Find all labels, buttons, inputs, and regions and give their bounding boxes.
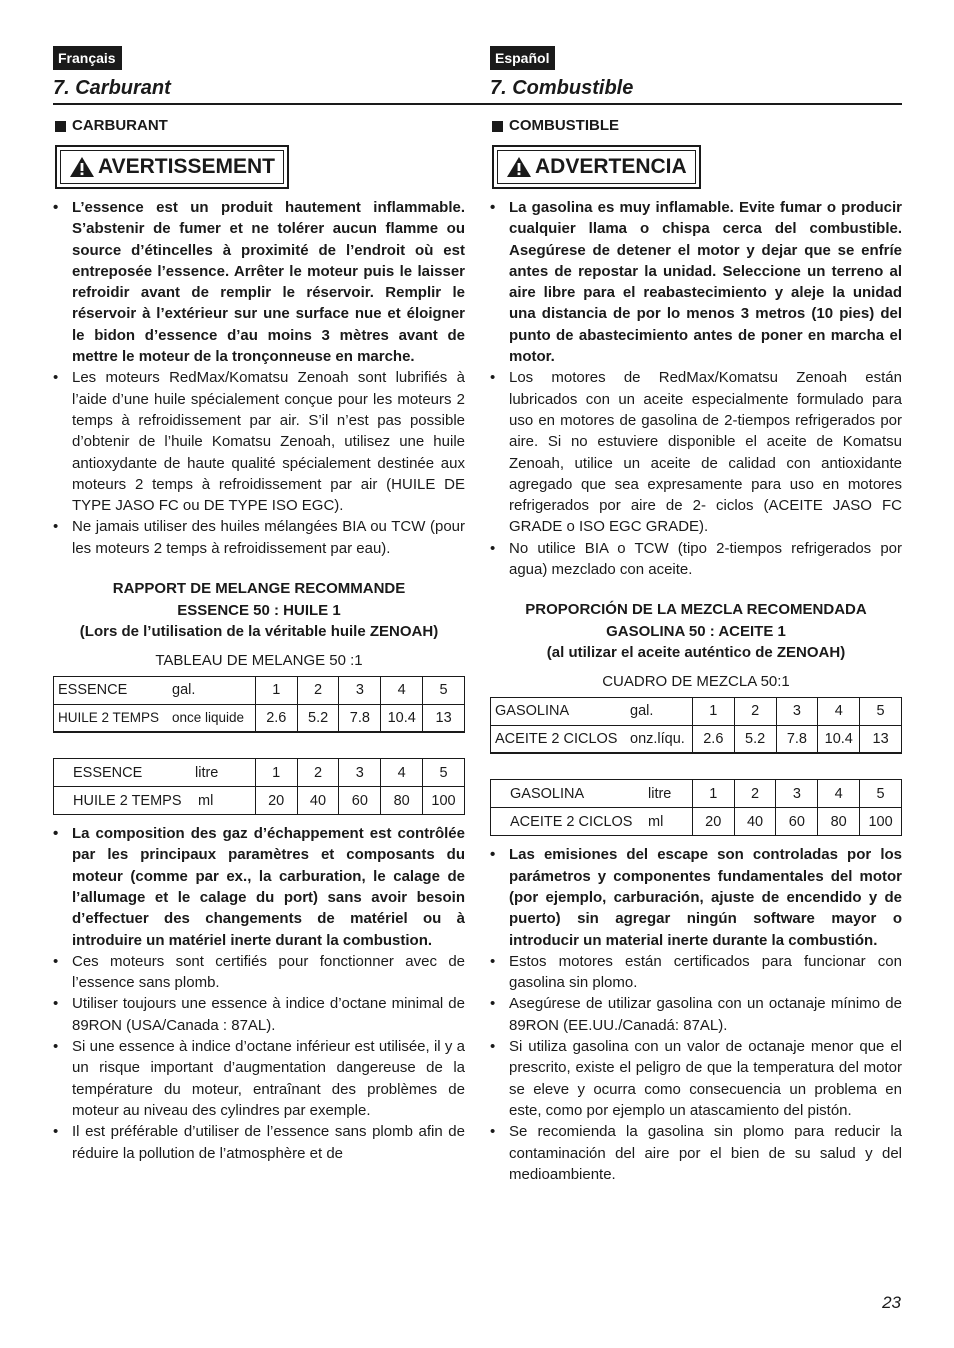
list-item: • Ne jamais utiliser des huiles mélangées BIA ou TCW (pour les moteurs 2 temps à refroidissement par eau). <box>53 516 465 559</box>
mix-heading-line: RAPPORT DE MELANGE RECOMMANDE <box>112 580 406 598</box>
list-item: • Si une essence à indice d’octane inférieur est utilisée, il y a un risque important d’augmentation dangereuse de la température du moteur, entraînant des problèmes de moteur au niveau des cylindres par exemple. <box>53 1036 465 1121</box>
row-unit: ml <box>198 792 214 809</box>
list-item: • La gasolina es muy inflamable. Evite fumar o producir cualquier llama o chispa cerca del combustible. Asegúrese de detener el motor y dejar que se enfríe antes de repostar la unidad. Seleccione un terreno al aire libre para el reabastecimiento y aleje la unidad una distancia de por lo menos 3 metros (10 pies) del punto de abastecimiento antes de poner en marcha el motor. <box>490 197 902 367</box>
table-caption-spanish: CUADRO DE MEZCLA 50:1 <box>602 672 790 690</box>
warning-box-french <box>55 145 289 189</box>
list-item: • Utiliser toujours une essence à indice d’octane minimal de 89RON (USA/Canada : 87AL). <box>53 993 465 1036</box>
warning-list-spanish <box>490 197 902 580</box>
row-unit: litre <box>195 764 219 781</box>
table-row <box>54 787 465 815</box>
table-cell: 5.2 <box>297 704 339 732</box>
list-item: • Il est préférable d’utiliser de l’essence sans plomb afin de réduire la pollution de l’atmosphère et de <box>53 1121 465 1164</box>
emission-list-spanish <box>490 844 902 1185</box>
table-cell: 60 <box>339 787 381 815</box>
table-cell: 4 <box>381 759 423 787</box>
section-title-spanish: 7. Combustible <box>490 77 634 99</box>
table-cell: 2 <box>297 759 339 787</box>
table-cell: 2.6 <box>692 725 734 753</box>
table-cell: 4 <box>818 697 860 725</box>
table-cell: 40 <box>734 808 776 836</box>
table-row <box>491 725 902 753</box>
list-item: • Asegúrese de utilizar gasolina con un octanaje mínimo de 89RON (EE.UU./Canadá: 87AL). <box>490 993 902 1036</box>
table-cell: 5 <box>860 697 902 725</box>
table-cell: 2 <box>734 697 776 725</box>
list-item: • Los motores de RedMax/Komatsu Zenoah están lubricados con un aceite especialmente formulado para uso en motores de gasolina de 2-tiempos refrigerados por aire. Si no estuviere disponible el aceite de Komatsu Zenoah, utilice un aceite de calidad con antioxidante agregado que sea expresamente para uso en motores refrigerados por aire de 2- ciclos (ACEITE JASO FC GRADE o ISO EGC GRADE). <box>490 367 902 537</box>
subheading-text: COMBUSTIBLE <box>509 117 619 134</box>
table-cell: 100 <box>423 787 465 815</box>
warning-triangle-icon <box>69 156 95 178</box>
list-item: • Ces moteurs sont certifiés pour fonctionner avec de l’essence sans plomb. <box>53 951 465 994</box>
subheading-text: CARBURANT <box>72 117 168 134</box>
mix-heading-line: (al utilizar el aceite auténtico de ZENOAH) <box>546 644 846 662</box>
table-cell: 7.8 <box>776 725 818 753</box>
row-label: ESSENCE <box>58 682 128 699</box>
table-cell: 4 <box>818 780 860 808</box>
row-unit: once liquide <box>172 710 245 726</box>
list-item: • No utilice BIA o TCW (tipo 2-tiempos refrigerados por agua) mezclado con aceite. <box>490 538 902 581</box>
list-item: • Las emisiones del escape son controladas por los parámetros y componentes fundamentales del motor (por ejemplo, carburación, ajuste de encendido y de puerto) sin agregar ningún software mayor o introducir un material inerte durante la combustión. <box>490 844 902 950</box>
language-tab-spanish: Español <box>490 46 555 70</box>
spanish-column <box>490 46 902 1185</box>
table-row <box>54 676 465 704</box>
row-label: ACEITE 2 CICLOS <box>495 731 618 748</box>
table-cell: 80 <box>818 808 860 836</box>
table-cell: 3 <box>776 697 818 725</box>
mix-heading-line: GASOLINA 50 : ACEITE 1 <box>606 622 786 640</box>
table-cell: 20 <box>692 808 734 836</box>
section-title-french: 7. Carburant <box>53 77 171 99</box>
row-label: GASOLINA <box>510 785 585 802</box>
table-cell: 60 <box>776 808 818 836</box>
table-row <box>491 697 902 725</box>
table-cell: 5 <box>423 759 465 787</box>
table-cell: 5 <box>860 780 902 808</box>
list-item: • Se recomienda la gasolina sin plomo para reducir la contaminación del aire por el bien de su salud y del medioambiente. <box>490 1121 902 1185</box>
table-cell: 3 <box>776 780 818 808</box>
mix-table-us-french <box>53 676 465 734</box>
mix-table-metric-spanish <box>490 779 902 836</box>
list-item: • Estos motores están certificados para funcionar con gasolina sin plomo. <box>490 951 902 994</box>
row-label: ACEITE 2 CICLOS <box>510 813 633 830</box>
table-cell: 1 <box>692 697 734 725</box>
list-item: • L’essence est un produit hautement inflammable. S’abstenir de fumer et ne tolérer aucun flamme ou source d’étincelles à proximité de l’endroit où est entreposée l’essence. Arrêter le moteur puis le laisser refroidir avant de remplir le réservoir. Remplir le réservoir à l’extérieur sur une surface nue et éloigner le bidon d’essence d’au moins 3 mètres avant de mettre le moteur de la tronçonneuse en marche. <box>53 197 465 367</box>
table-cell: 2 <box>734 780 776 808</box>
table-cell: 3 <box>339 759 381 787</box>
table-caption-french: TABLEAU DE MELANGE 50 :1 <box>155 651 363 669</box>
row-unit: ml <box>648 813 664 830</box>
table-cell: 2 <box>297 676 339 704</box>
row-label: HUILE 2 TEMPS <box>73 792 182 809</box>
table-cell: 2.6 <box>255 704 297 732</box>
table-cell: 5 <box>423 676 465 704</box>
row-unit: litre <box>648 785 672 802</box>
mix-heading-line: ESSENCE 50 : HUILE 1 <box>177 601 341 619</box>
table-row <box>491 780 902 808</box>
table-row <box>491 808 902 836</box>
table-cell: 7.8 <box>339 704 381 732</box>
row-unit: gal. <box>172 682 196 699</box>
row-unit: gal. <box>630 703 654 720</box>
warning-box-spanish <box>492 145 701 189</box>
row-label: ESSENCE <box>73 764 143 781</box>
row-label: HUILE 2 TEMPS <box>58 710 160 726</box>
table-cell: 4 <box>381 676 423 704</box>
table-cell: 13 <box>860 725 902 753</box>
french-column <box>53 46 465 1164</box>
table-cell: 10.4 <box>381 704 423 732</box>
list-item: • La composition des gaz d’échappement est contrôlée par les principaux paramètres et composants du moteur (comme par ex., la carburation, le calage de l’allumage et le calage du port) sans avoir besoin d’effectuer des changements de matériel ou à introduire un matériel inerte durant la combustion. <box>53 823 465 951</box>
row-label: GASOLINA <box>495 703 570 720</box>
list-item: • Les moteurs RedMax/Komatsu Zenoah sont lubrifiés à l’aide d’une huile spécialement conçue pour les moteurs 2 temps à refroidissement par air. S’il n’est pas possible d’obtenir de l’huile Komatsu Zenoah, utilisez une huile antioxydante de haute qualité spécialement destinée aux moteurs 2 temps à refroidissement par air (HUILE DE TYPE JASO FC ou DE TYPE ISO EGC). <box>53 367 465 516</box>
list-item: • Si utiliza gasolina con un valor de octanaje menor que el prescrito, existe el peligro de que la temperatura del motor se eleve y ocurra como consecuencia un problema en este, como por ejemplo un atascamiento del pistón. <box>490 1036 902 1121</box>
table-cell: 20 <box>255 787 297 815</box>
mix-table-metric-french <box>53 758 465 815</box>
subheading-french <box>53 117 465 135</box>
mix-ratio-heading-spanish <box>490 599 902 664</box>
square-bullet-icon <box>55 121 66 132</box>
mix-ratio-heading-french <box>53 578 465 643</box>
mix-heading-line: (Lors de l’utilisation de la véritable huile ZENOAH) <box>79 623 439 641</box>
language-tab-french: Français <box>53 46 122 70</box>
table-cell: 13 <box>423 704 465 732</box>
warning-triangle-icon <box>506 156 532 178</box>
table-cell: 3 <box>339 676 381 704</box>
warning-label: AVERTISSEMENT <box>98 155 275 178</box>
table-cell: 80 <box>381 787 423 815</box>
warning-label: ADVERTENCIA <box>535 155 687 178</box>
table-cell: 5.2 <box>734 725 776 753</box>
warning-list-french <box>53 197 465 559</box>
mix-heading-line: PROPORCIÓN DE LA MEZCLA RECOMENDADA <box>525 601 867 619</box>
row-unit: onz.líqu. <box>630 731 685 748</box>
emission-list-french <box>53 823 465 1164</box>
table-cell: 1 <box>255 676 297 704</box>
page-number: 23 <box>882 1293 901 1312</box>
square-bullet-icon <box>492 121 503 132</box>
subheading-spanish <box>490 117 902 135</box>
table-row <box>54 704 465 732</box>
mix-table-us-spanish <box>490 697 902 755</box>
table-cell: 1 <box>692 780 734 808</box>
table-cell: 40 <box>297 787 339 815</box>
table-cell: 1 <box>255 759 297 787</box>
table-cell: 100 <box>860 808 902 836</box>
table-row <box>54 759 465 787</box>
table-cell: 10.4 <box>818 725 860 753</box>
